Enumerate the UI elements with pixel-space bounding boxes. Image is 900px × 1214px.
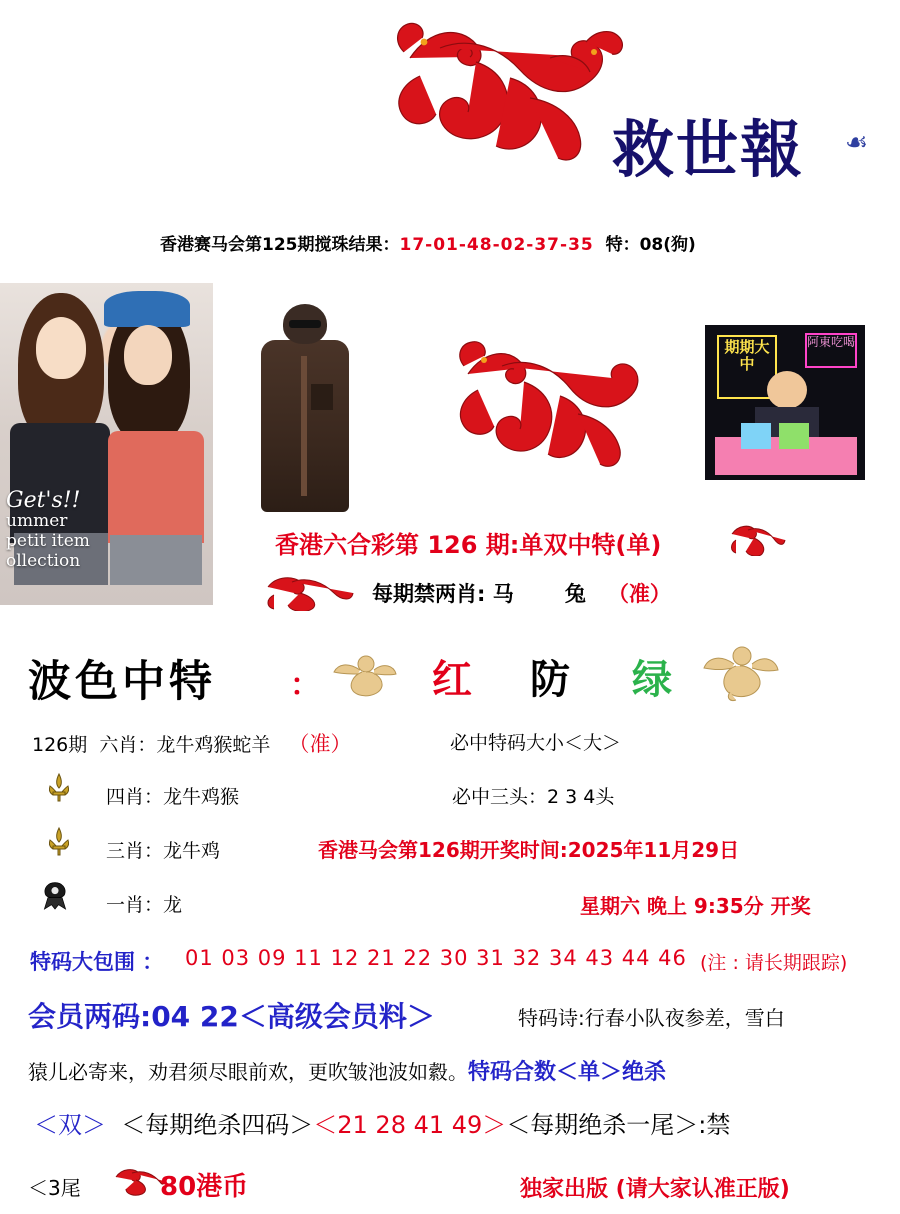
kill-shuang: ＜双＞ — [34, 1111, 106, 1139]
masthead-title: 救世報 — [612, 113, 805, 186]
page-header — [0, 0, 900, 200]
price-label: 80港币 — [160, 1172, 249, 1202]
baowei-note: (注 : 请长期跟踪) — [700, 952, 848, 974]
forecast-value-one: 龙 — [163, 894, 183, 916]
kill-tail-label: ＜每期绝杀一尾＞:禁 — [506, 1111, 731, 1139]
cherub-icon — [700, 640, 780, 702]
photo-caption-line2: ummer — [6, 511, 68, 531]
draw-special-value: 08(狗) — [639, 235, 696, 255]
poem-line-2 — [28, 1055, 666, 1086]
draw-result-line — [160, 230, 696, 255]
forecast-label-three: 三肖： — [106, 840, 164, 862]
dragon-icon — [112, 1166, 164, 1196]
cup-green — [779, 423, 809, 449]
bose-green: 绿 — [632, 657, 672, 703]
photo-caption — [6, 488, 196, 571]
draw-result-prefix: 香港赛马会第125期搅珠结果： — [160, 235, 400, 255]
photo-caption-line1: Get's!! — [6, 488, 81, 513]
rosette-ribbon-icon — [40, 880, 70, 910]
small-dragon-icon — [728, 522, 786, 556]
kill-four-label: ＜每期绝杀四码＞ — [121, 1111, 314, 1139]
poem-line-1: 特码诗:行春小队夜参差，雪白 — [518, 1006, 785, 1030]
kill-four-nums: ＜21 28 41 49＞ — [313, 1111, 507, 1139]
forecast-row-six — [32, 728, 352, 758]
cartoon-man-photo — [705, 325, 865, 480]
fleur-de-lis-icon — [44, 772, 74, 802]
forecast-value-four: 龙牛鸡猴 — [163, 786, 240, 808]
cherub-icon — [332, 650, 398, 698]
robe-placket — [301, 356, 307, 496]
dragon-icon — [262, 573, 354, 611]
cap-icon — [104, 291, 190, 327]
poem-line-2-kill: 特码合数＜单＞绝杀 — [468, 1060, 667, 1085]
member-two-codes: 会员两码:04 22＜高级会员料＞ — [28, 1000, 435, 1033]
man-in-robe-photo — [245, 300, 365, 515]
draw-special-label: 特： — [605, 235, 640, 255]
ban-two-animals-line — [372, 578, 671, 608]
forecast-right-four: 必中三头：2 3 4头 — [452, 786, 615, 808]
bose-fang: 防 — [530, 657, 570, 703]
cup-blue — [741, 423, 771, 449]
ban-animal-1: 马 — [492, 582, 514, 606]
main-title: 香港六合彩第 126 期:单双中特(单) — [275, 531, 662, 559]
forecast-value-six: 龙牛鸡猴蛇羊 — [156, 734, 271, 756]
forecast-zhun-six: （准） — [288, 732, 352, 756]
red-dragon-photo — [450, 340, 650, 470]
baowei-numbers: 01 03 09 11 12 21 22 30 31 32 34 43 44 46 — [185, 946, 687, 970]
draw-time-line: 香港马会第126期开奖时间:2025年11月29日 — [318, 838, 740, 862]
forecast-label-four: 四肖： — [106, 786, 164, 808]
forecast-label-six: 六肖： — [99, 734, 157, 756]
ban-animal-2: 兔 — [564, 582, 586, 606]
face-right — [124, 325, 172, 385]
baowei-label: 特码大包围 ： — [30, 950, 164, 974]
kill-codes-row — [34, 1105, 730, 1140]
bose-red: 红 — [432, 657, 472, 703]
forecast-row-four — [106, 782, 239, 809]
photo-caption-line3: petit item — [6, 531, 90, 551]
masthead-ornament-icon: ☙ — [845, 128, 869, 158]
glasses-icon — [289, 320, 321, 328]
photo-caption-line4: ollection — [6, 551, 81, 571]
ban-zhun: （准） — [607, 582, 671, 606]
forecast-row-one — [106, 890, 182, 917]
bose-title: 波色中特 — [28, 657, 216, 707]
forecast-value-three: 龙牛鸡 — [163, 840, 221, 862]
draw-result-numbers: 17-01-48-02-37-35 — [399, 235, 594, 255]
forecast-row-three — [106, 836, 220, 863]
poem-line-2-text: 猿儿必寄来，劝君须尽眼前欢，更吹皱池波如縠。 — [28, 1060, 468, 1084]
two-girls-photo — [0, 283, 213, 605]
bose-colon: ： — [290, 668, 320, 703]
publisher-note: 独家出版 (请大家认准正版) — [520, 1177, 790, 1202]
photo-sign-text: 期期大中 — [717, 335, 777, 399]
fleur-de-lis-icon — [44, 826, 74, 856]
face-left — [36, 317, 86, 379]
forecast-period: 126期 — [32, 734, 88, 756]
forecast-right-six: 必中特码大小＜大＞ — [450, 732, 622, 754]
tail-3-label: ＜3尾 — [28, 1176, 81, 1200]
draw-weekday-line: 星期六 晚上 9:35分 开奖 — [580, 894, 811, 918]
ban-prefix: 每期禁两肖: — [372, 582, 486, 606]
photo-neon-text: 阿東吃喝 — [805, 333, 857, 368]
forecast-label-one: 一肖： — [106, 894, 164, 916]
robe-pocket — [311, 384, 333, 410]
red-dragon-logo — [380, 18, 630, 168]
cartoon-head — [767, 371, 807, 409]
